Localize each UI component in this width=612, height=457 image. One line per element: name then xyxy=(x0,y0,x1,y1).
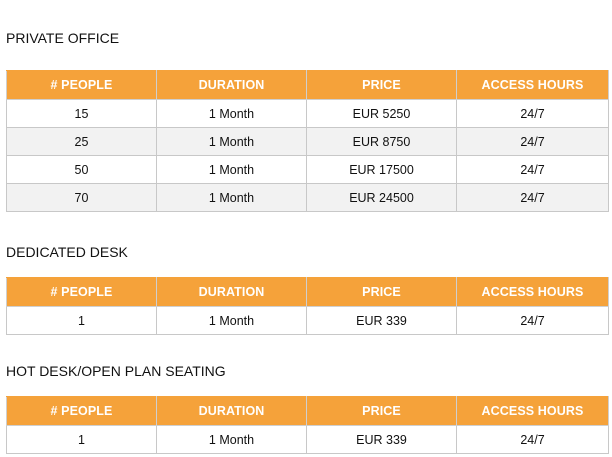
table-row xyxy=(7,307,609,335)
cell-price: EUR 5250 xyxy=(307,100,457,128)
cell-price: EUR 8750 xyxy=(307,128,457,156)
cell-people: 70 xyxy=(7,184,157,212)
table-row xyxy=(7,156,609,184)
dedicated-desk-table xyxy=(6,277,609,335)
cell-people: 15 xyxy=(7,100,157,128)
header-access-hours: ACCESS HOURS xyxy=(457,278,609,307)
cell-access-hours: 24/7 xyxy=(457,100,609,128)
header-people: # PEOPLE xyxy=(7,397,157,426)
cell-duration: 1 Month xyxy=(157,426,307,454)
header-price: PRICE xyxy=(307,71,457,100)
cell-duration: 1 Month xyxy=(157,307,307,335)
header-duration: DURATION xyxy=(157,397,307,426)
table-row xyxy=(7,184,609,212)
private-office-section xyxy=(6,29,608,212)
header-price: PRICE xyxy=(307,397,457,426)
cell-price: EUR 24500 xyxy=(307,184,457,212)
cell-duration: 1 Month xyxy=(157,184,307,212)
cell-price: EUR 339 xyxy=(307,426,457,454)
cell-people: 25 xyxy=(7,128,157,156)
cell-access-hours: 24/7 xyxy=(457,307,609,335)
section-title: HOT DESK/OPEN PLAN SEATING xyxy=(6,363,226,379)
header-duration: DURATION xyxy=(157,278,307,307)
header-people: # PEOPLE xyxy=(7,71,157,100)
cell-price: EUR 17500 xyxy=(307,156,457,184)
table-header-row xyxy=(7,71,609,100)
cell-access-hours: 24/7 xyxy=(457,426,609,454)
table-header-row xyxy=(7,278,609,307)
header-price: PRICE xyxy=(307,278,457,307)
header-duration: DURATION xyxy=(157,71,307,100)
cell-duration: 1 Month xyxy=(157,128,307,156)
header-people: # PEOPLE xyxy=(7,278,157,307)
cell-people: 1 xyxy=(7,426,157,454)
header-access-hours: ACCESS HOURS xyxy=(457,397,609,426)
table-header-row xyxy=(7,397,609,426)
cell-duration: 1 Month xyxy=(157,156,307,184)
table-row xyxy=(7,100,609,128)
section-title: DEDICATED DESK xyxy=(6,244,128,260)
table-row xyxy=(7,426,609,454)
dedicated-desk-section xyxy=(6,243,608,335)
cell-people: 1 xyxy=(7,307,157,335)
table-row xyxy=(7,128,609,156)
cell-duration: 1 Month xyxy=(157,100,307,128)
header-access-hours: ACCESS HOURS xyxy=(457,71,609,100)
section-title: PRIVATE OFFICE xyxy=(6,30,120,46)
cell-people: 50 xyxy=(7,156,157,184)
cell-price: EUR 339 xyxy=(307,307,457,335)
cell-access-hours: 24/7 xyxy=(457,184,609,212)
hot-desk-section xyxy=(6,362,608,454)
cell-access-hours: 24/7 xyxy=(457,156,609,184)
private-office-table xyxy=(6,70,609,212)
hot-desk-table xyxy=(6,396,609,454)
cell-access-hours: 24/7 xyxy=(457,128,609,156)
